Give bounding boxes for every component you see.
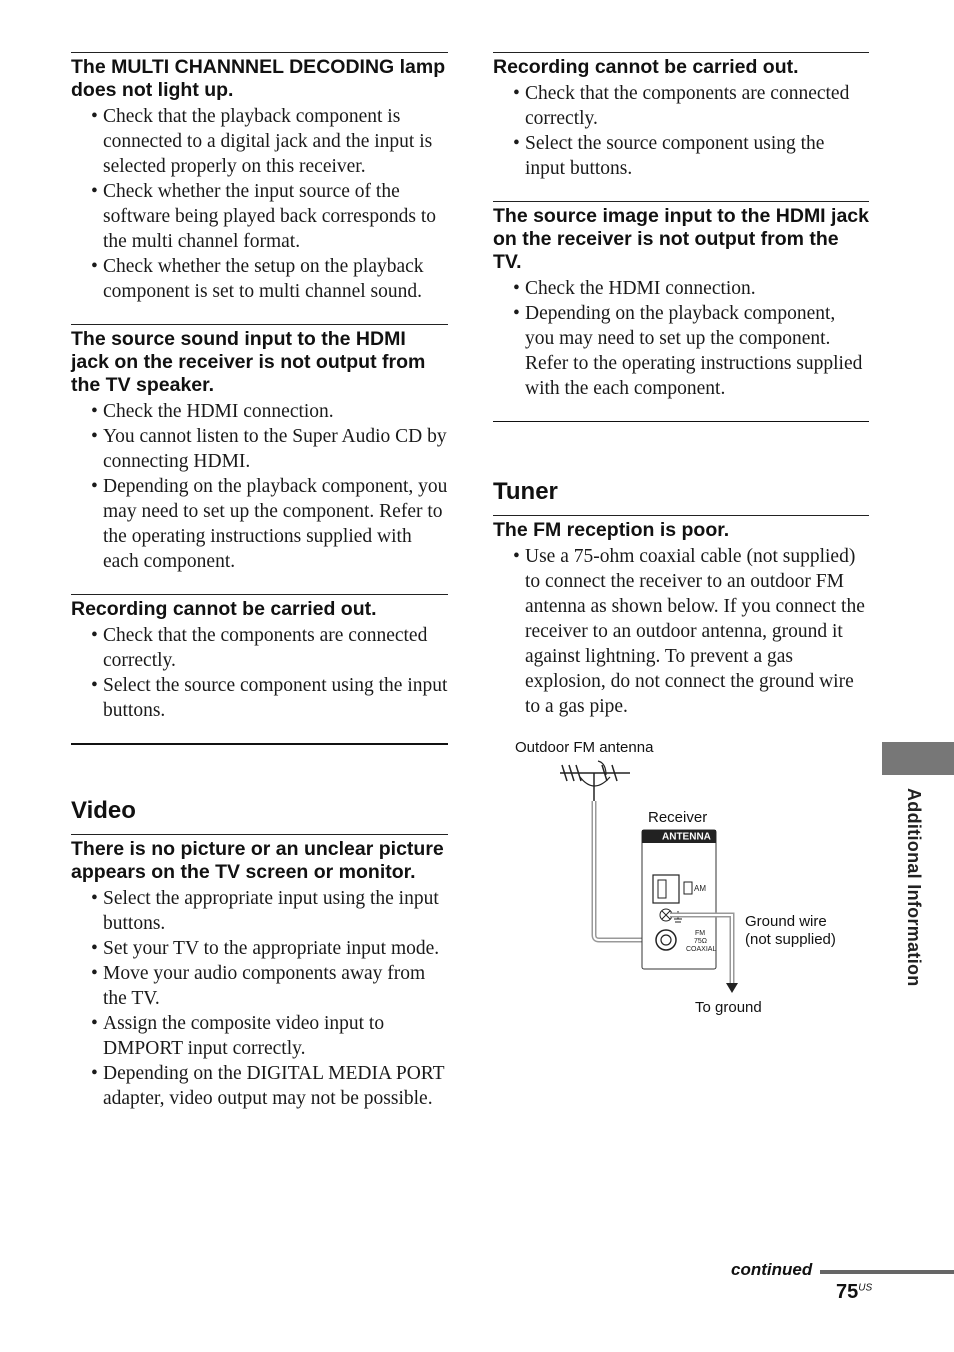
bullet-item: • Check that the playback component is connected to a digital jack and the input is selected properly on this receiver.	[71, 104, 448, 179]
page-number-suffix: US	[858, 1282, 873, 1294]
bullet-item: • Depending on the playback component, you may need to set up the component. Refer to the operating instructions supplied with the each component.	[493, 301, 869, 401]
troubleshooting-block	[71, 52, 448, 304]
bullet-item: • Select the appropriate input using the input buttons.	[71, 886, 448, 936]
page-number	[836, 1281, 872, 1304]
block-title: There is no picture or an unclear picture appears on the TV screen or monitor.	[71, 838, 444, 883]
bullet-list	[71, 399, 448, 574]
bullet-item: • Depending on the DIGITAL MEDIA PORT adapter, video output may not be possible.	[71, 1061, 448, 1111]
bullet-item: • Assign the composite video input to DMPORT input correctly.	[71, 1011, 448, 1061]
antenna-panel-label: ANTENNA	[662, 831, 711, 843]
fm-antenna-connection-diagram	[510, 735, 870, 1025]
block-title: Recording cannot be carried out.	[71, 598, 377, 620]
block-title: The source image input to the HDMI jack on the receiver is not output from the TV.	[493, 205, 869, 273]
to-ground-label: To ground	[695, 999, 762, 1016]
antenna-label: Outdoor FM antenna	[515, 739, 654, 756]
antenna-wiring-illustration	[510, 735, 870, 1025]
fm-impedance-label: 75Ω	[694, 938, 708, 945]
bullet-item: • Check whether the input source of the software being played back corresponds to the multi channel format.	[71, 179, 448, 254]
bullet-item: • Set your TV to the appropriate input mode.	[71, 936, 448, 961]
bullet-list	[493, 81, 869, 181]
section-divider	[493, 421, 869, 422]
bullet-item: • Select the source component using the input buttons.	[493, 131, 869, 181]
bullet-item: • Check the HDMI connection.	[71, 399, 448, 424]
section-title-tuner: Tuner	[493, 478, 558, 505]
bullet-item: • Check that the components are connected correctly.	[493, 81, 869, 131]
bullet-item: • Select the source component using the input buttons.	[71, 673, 448, 723]
bullet-item: • Check whether the setup on the playback component is set to multi channel sound.	[71, 254, 448, 304]
bullet-item: • Depending on the playback component, you may need to set up the component. Refer to the operating instructions supplied with each component.	[71, 474, 448, 574]
bullet-list	[71, 104, 448, 304]
bullet-item: • Move your audio components away from the TV.	[71, 961, 448, 1011]
page-number-value: 75	[836, 1281, 859, 1303]
bullet-item: • Use a 75-ohm coaxial cable (not supplied) to connect the receiver to an outdoor FM antenna as shown below. If you connect the receiver to an outdoor antenna, ground it against lightning. To prevent a gas explosion, do not connect the ground wire to a gas pipe.	[493, 544, 869, 719]
ground-wire-label: Ground wire	[745, 913, 827, 930]
side-tab-label: Additional Information	[904, 788, 924, 987]
am-terminal-label: AM	[694, 884, 706, 893]
bullet-list	[71, 623, 448, 723]
outdoor-antenna-icon	[560, 761, 630, 801]
section-title-video: Video	[71, 797, 136, 824]
ground-arrow-icon	[726, 983, 738, 993]
troubleshooting-block	[493, 52, 869, 181]
fm-terminal-label: FM	[695, 930, 706, 937]
left-column	[71, 52, 448, 1131]
continued-label: continued	[731, 1260, 813, 1279]
bullet-item: • Check that the components are connected correctly.	[71, 623, 448, 673]
block-title: The FM reception is poor.	[493, 519, 730, 541]
troubleshooting-block	[71, 834, 448, 1111]
section-divider	[71, 743, 448, 745]
block-title: Recording cannot be carried out.	[493, 56, 799, 78]
block-title: The source sound input to the HDMI jack on the receiver is not output from the TV speaker.	[71, 328, 426, 396]
bullet-item: • You cannot listen to the Super Audio CD by connecting HDMI.	[71, 424, 448, 474]
bullet-list	[493, 276, 869, 401]
fm-coaxial-label: COAXIAL	[686, 946, 717, 953]
section-tab-marker	[882, 742, 954, 775]
right-column	[493, 52, 869, 739]
troubleshooting-block	[71, 324, 448, 574]
troubleshooting-block	[71, 594, 448, 723]
bullet-list	[493, 544, 869, 719]
troubleshooting-block	[493, 515, 869, 719]
continued-bar	[820, 1270, 954, 1274]
block-title: The MULTI CHANNNEL DECODING lamp does not light up.	[71, 56, 446, 101]
receiver-label: Receiver	[648, 809, 708, 826]
bullet-item: • Check the HDMI connection.	[493, 276, 869, 301]
bullet-list	[71, 886, 448, 1111]
ground-wire-note: (not supplied)	[745, 931, 836, 948]
troubleshooting-block	[493, 201, 869, 401]
